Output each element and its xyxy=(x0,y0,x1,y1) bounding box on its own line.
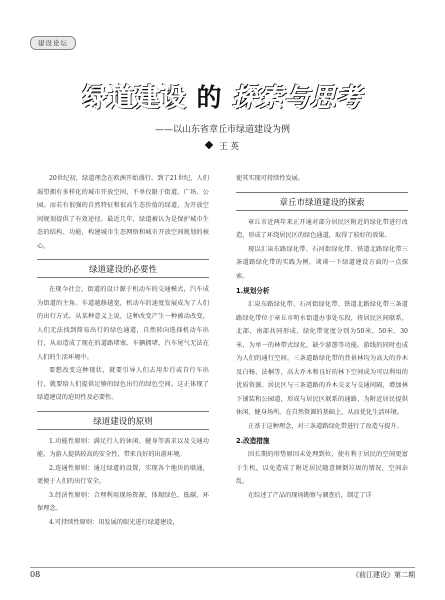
intro-paragraph: 20世纪初，绿道理念在欧洲开始盛行。到了21世纪，人们渴望拥有多样化的城市开放空间，不单仅限于街道、广场、公园。而若有很强的自然特征和很高生态价值的绿道，为开放空间规划提供了有效途径。最近几年，绿道被认为是保护城市生态的结构、功能，构建城市生态网络和城市开放空间规划的核心。 xyxy=(37,175,209,250)
section-heading: 绿道建设的原则 xyxy=(37,415,209,427)
subheading: 1.规划分析 xyxy=(236,287,270,295)
principle-item: 3.经济性原则：合理利用现场资源，体现绿色、低碳、环保理念。 xyxy=(37,491,209,512)
right-column xyxy=(236,172,408,502)
author-line xyxy=(0,140,445,152)
body-paragraph: 正基于这种理念，对三条道路绿化带进行了改造与提升。 xyxy=(248,422,403,430)
body-paragraph: 在现今社会，街道的设计源于机动车的交通模式，汽车成为街道的主角。车道越修越宽，机动车的速度发展成为了人们的出行方式。从某种意义上说，这种改变产生一种被动改变，人们无法找到简易出行的绿色通道，自然转向选择机动车出行，从而造成了现在的道路堵塞、车辆拥堵、汽车尾气无法在人们的生活环境中。 xyxy=(37,286,209,361)
body-paragraph: 章丘市近两年来正开通对部分居民区附近的绿化带进行改造，形成了环绕居民区的绿色通道，取得了较好的效果。 xyxy=(236,218,408,239)
author-name: 王 英 xyxy=(219,142,239,152)
diamond-icon xyxy=(205,141,213,149)
article-title xyxy=(0,78,445,114)
article-subtitle: ——以山东省章丘市绿道建设为例 xyxy=(154,125,290,135)
page-number: 08 xyxy=(30,570,41,579)
title-part-1: 绿道建设 xyxy=(82,83,187,112)
body-paragraph: 在综述了产品的现场勘察与调查后，制定了详 xyxy=(248,491,372,499)
section-heading: 章丘市绿道建设的探索 xyxy=(236,196,408,208)
body-paragraph: 因长期的形势原因未处理到位，使有利于居民的空间更富于生机，以免造成了附近居民随意倾倒垃圾的情况，空间杂乱。 xyxy=(236,451,408,485)
continuation-paragraph: 使其实现可持续性发展。 xyxy=(236,175,305,182)
column-tag: 建设论坛 xyxy=(30,36,76,50)
section-heading: 绿道建设的必要性 xyxy=(37,263,209,275)
left-column xyxy=(37,172,209,529)
principle-item: 4.可持续性原则：用发展的眼光进行绿道建设， xyxy=(49,518,179,526)
body-paragraph: 汇泉东路绿化带、石河街绿化带、铁道北路绿化带三条道路绿化带位于章丘市明水街道办事处东段，将居民区间联系，北部、南部共同形成，绿化带宽度分别为50米、50米、30米，为单一的林带式绿化，缺少游憩等功能。游线的同时也成为人们的通行空间。三条道路绿化带的背景林均为高大的乔木及白杨、法桐等，高大乔木和良好的林下空间成为可以利用的优质资源。居民区与三条道路的乔木交叉与交通间隔，增加林下铺装和公园道，形成与居民区联系的通路，为附近居民提供休闲、健身场所。在自然资源的基础上，从而优化生活环境。 xyxy=(236,301,408,416)
principle-item: 1.功能性原则：满足行人的休闲、健身等需求以及交通功能，为游人提供较高的安全性，带来良好的出游环境。 xyxy=(37,437,209,458)
title-part-2: 的 xyxy=(196,83,223,112)
principle-item: 2.连通性原则：通过绿道的设置，实现各个地块的联通，更便于人们的出行安全。 xyxy=(37,464,209,485)
title-part-3: 探索与思考 xyxy=(232,83,363,112)
subheading: 2.改造措施 xyxy=(236,437,270,445)
body-paragraph: 现以汇泉东路绿化带、石河街绿化带、铁道北路绿化带三条道路绿化带的实践为例，谈谈一下绿道建设方面的一点探索。 xyxy=(236,245,408,280)
footer-divider xyxy=(30,567,415,568)
journal-name: 《前江建设》第二期 xyxy=(352,571,415,579)
body-paragraph: 要想改变这种现状，就要引导人们去用步行或自行车出行，就要给人们提供足够的绿色出行的绿色空间。这正体现了绿道建设的迫切性及必要性。 xyxy=(37,367,209,401)
